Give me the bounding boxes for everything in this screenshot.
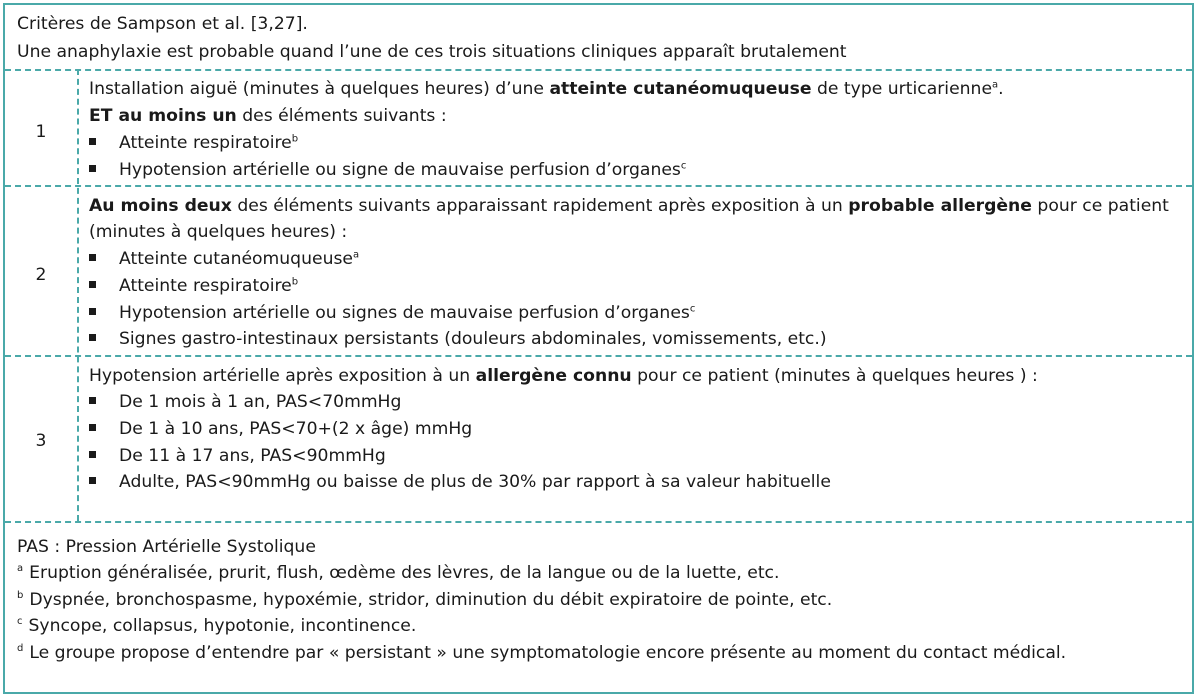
bullet-icon	[89, 302, 96, 324]
row-number: 3	[35, 431, 47, 451]
row-number: 2	[35, 265, 47, 285]
list-item: De 11 à 17 ans, PAS<90mmHg	[119, 446, 386, 466]
list-item: De 1 à 10 ans, PAS<70+(2 x âge) mmHg	[119, 419, 473, 439]
column-divider	[77, 69, 79, 521]
footnote: $^d$ Le groupe propose d’entendre par « persistant » une symptomatologie encore présente au moment du contact médical.	[17, 643, 1067, 663]
row-2-intro: Au moins deux des éléments suivants apparaissant rapidement après exposition à un probable allergène pour ce patient	[89, 196, 1169, 216]
list-item: Atteinte cutanéomuqueuse$^a$	[119, 249, 360, 269]
bullet-icon	[89, 159, 96, 181]
list-item: Atteinte respiratoire$^b$	[119, 133, 299, 153]
list-item: Signes gastro-intestinaux persistants (douleurs abdominales, vomissements, etc.)	[119, 329, 827, 349]
bullet-icon	[89, 471, 96, 493]
list-item: Hypotension artérielle ou signes de mauvaise perfusion d’organes$^c$	[119, 303, 696, 323]
row-1-condition: ET au moins un des éléments suivants :	[89, 106, 447, 126]
bullet-icon	[89, 248, 96, 270]
row-divider	[5, 355, 1192, 357]
row-divider	[5, 521, 1192, 523]
list-item: Hypotension artérielle ou signe de mauvaise perfusion d’organes$^c$	[119, 160, 687, 180]
row-2-intro-continued: (minutes à quelques heures) :	[89, 222, 348, 242]
abbreviation-note: PAS : Pression Artérielle Systolique	[17, 537, 316, 557]
row-divider	[5, 185, 1192, 187]
bullet-icon	[89, 418, 96, 440]
bullet-icon	[89, 445, 96, 467]
bullet-icon	[89, 132, 96, 154]
criteria-table	[3, 3, 1194, 694]
row-divider	[5, 69, 1192, 71]
row-number: 1	[35, 122, 47, 142]
table-subtitle: Une anaphylaxie est probable quand l’une de ces trois situations cliniques apparaît brutalement	[17, 42, 847, 62]
row-3-intro: Hypotension artérielle après exposition à un allergène connu pour ce patient (minutes à quelques heures ) :	[89, 366, 1038, 386]
list-item: De 1 mois à 1 an, PAS<70mmHg	[119, 392, 402, 412]
footnote: $^c$ Syncope, collapsus, hypotonie, incontinence.	[17, 616, 417, 636]
footnote: $^a$ Eruption généralisée, prurit, flush, œdème des lèvres, de la langue ou de la luette, etc.	[17, 563, 780, 583]
bullet-icon	[89, 391, 96, 413]
bullet-icon	[89, 328, 96, 350]
footnote: $^b$ Dyspnée, bronchospasme, hypoxémie, stridor, diminution du débit expiratoire de pointe, etc.	[17, 590, 833, 610]
row-1-intro: Installation aiguë (minutes à quelques heures) d’une atteinte cutanéomuqueuse de type urticarienne$^a$.	[89, 79, 1004, 99]
bullet-icon	[89, 275, 96, 297]
list-item: Adulte, PAS<90mmHg ou baisse de plus de 30% par rapport à sa valeur habituelle	[119, 472, 831, 492]
table-title: Critères de Sampson et al. [3,27].	[17, 14, 308, 34]
list-item: Atteinte respiratoire$^b$	[119, 276, 299, 296]
